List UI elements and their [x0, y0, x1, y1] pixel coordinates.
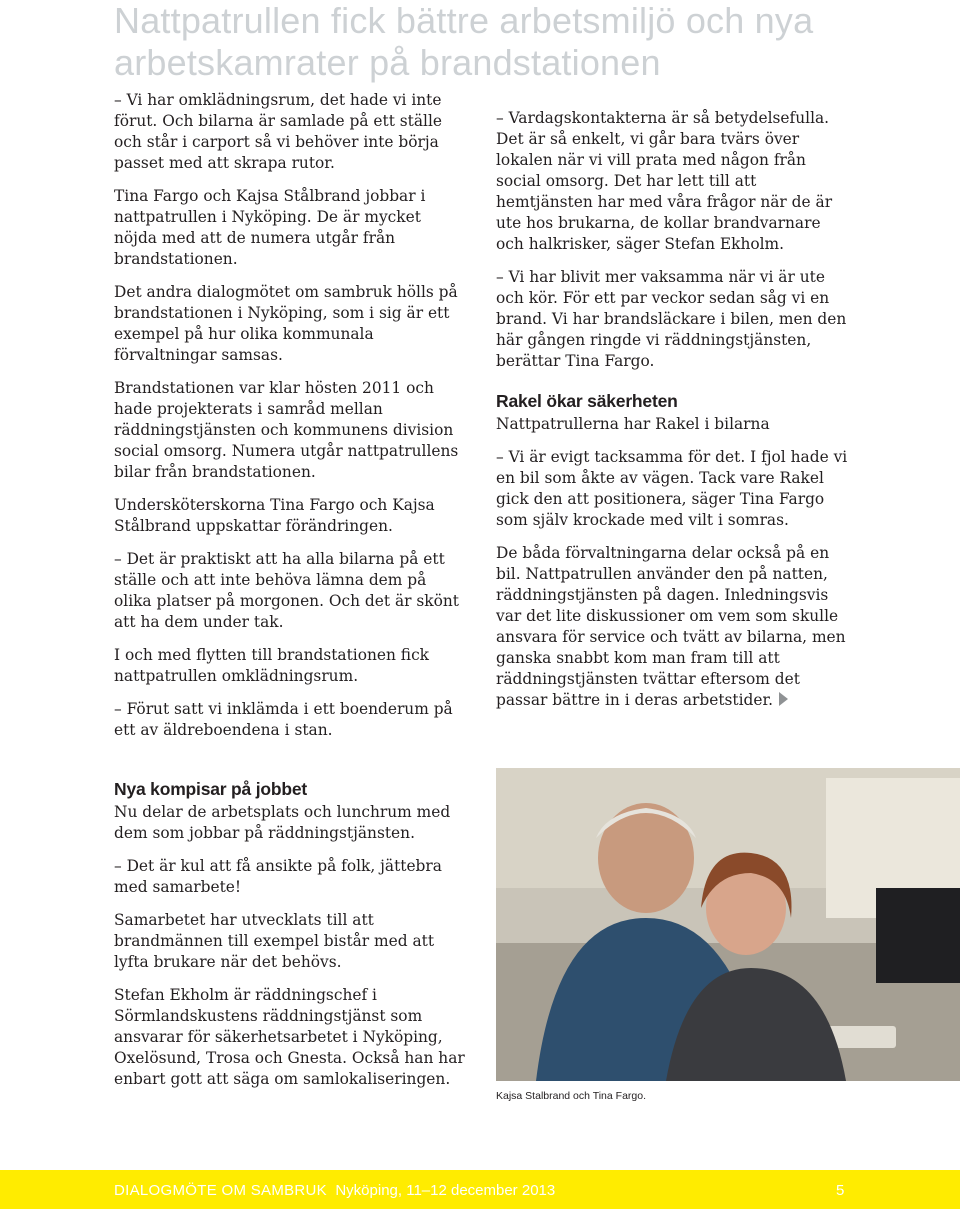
paragraph: Det andra dialogmötet om sambruk hölls på brandstationen i Nyköping, som i sig är ett exempel på hur olika kommunala förvaltningar samsas.	[114, 283, 458, 364]
paragraph: Brandstationen var klar hösten 2011 och hade projekterats i samråd mellan räddningstjänsten och kommunens division social omsorg. Numera utgår nattpatrullens bilar från brandstationen.	[114, 379, 459, 481]
page-number: 5	[836, 1182, 845, 1199]
column-left-top	[114, 90, 459, 753]
photo-two-women-at-computer	[496, 768, 960, 1081]
paragraph	[114, 186, 459, 270]
column-right-top	[496, 108, 848, 723]
footer-brand: DIALOGMÖTE OM SAMBRUK	[114, 1182, 327, 1199]
paragraph: I och med flytten till brandstationen fick nattpatrullen omklädningsrum.	[114, 646, 430, 685]
paragraph: – Vi har omklädningsrum, det hade vi inte förut. Och bilarna är samlade på ett ställe och står i carport så vi behöver inte börja passet med att skrapa rutor.	[114, 91, 442, 172]
paragraph: – Det är praktiskt att ha alla bilarna på ett ställe och att inte behöva lämna dem på olika platser på morgonen. Och det är skönt att ha dem under tak.	[114, 550, 459, 631]
paragraph: – Det är kul att få ansikte på folk, jättebra med samarbete!	[114, 857, 442, 896]
footer-label	[114, 1182, 555, 1199]
triangle-right-icon	[779, 692, 788, 706]
paragraph: – Vi är evigt tacksamma för det. I fjol hade vi en bil som åkte av vägen. Tack vare Rakel gick den att positionera, säger Tina Fargo som själv krockade med vilt i somras.	[496, 448, 848, 529]
paragraph: Undersköterskorna Tina Fargo och Kajsa Stålbrand uppskattar förändringen.	[114, 496, 435, 535]
paragraph: Samarbetet har utvecklats till att brandmännen till exempel bistår med att lyfta brukare när det behövs.	[114, 911, 435, 971]
photo-illustration	[496, 768, 960, 1081]
section-lead: Nattpatrullerna har Rakel i bilarna	[496, 415, 770, 433]
section-lead: Nu delar de arbetsplats och lunchrum med dem som jobbar på räddningstjänsten.	[114, 803, 451, 842]
section-heading-rakel: Rakel ökar säkerheten	[496, 391, 678, 411]
article-title: Nattpatrullen fick bättre arbetsmiljö och nya arbetskamrater på brandstationen	[114, 0, 814, 83]
column-left-bottom	[114, 778, 466, 1102]
paragraph-text: De båda förvaltningarna delar också på en bil. Nattpatrullen använder den på natten, räddningstjänsten på dagen. Inledningsvis var det lite diskussioner om vem som skulle ansvara för service och tvätt av bilarna, men ganska snabbt kom man fram till att räddningstjänsten tvättar eftersom det passar bättre in i deras arbetstider.	[496, 544, 846, 709]
paragraph-text: Tina Fargo och Kajsa Stålbrand jobbar i nattpatrullen i Nyköping. De är mycket nöjda med att de numera utgår från brandstationen.	[114, 187, 426, 268]
paragraph: – Vardagskontakterna är så betydelsefulla. Det är så enkelt, vi går bara tvärs över lokalen när vi vill prata med någon från social omsorg. Det har lett till att hemtjänsten har med våra frågor när de är ute hos brukarna, de kollar brandvarnare och halkrisker, säger Stefan Ekholm.	[496, 109, 833, 253]
paragraph: – Förut satt vi inklämda i ett boenderum på ett av äldreboendena i stan.	[114, 700, 453, 739]
footer-event: Nyköping, 11–12 december 2013	[335, 1182, 556, 1199]
paragraph: Stefan Ekholm är räddningschef i Sörmlandskustens räddningstjänst som ansvarar för säkerhetsarbetet i Nyköping, Oxelösund, Trosa och Gnesta. Också han har enbart gott att säga om samlokaliseringen.	[114, 986, 465, 1088]
section-heading-kompisar: Nya kompisar på jobbet	[114, 779, 308, 799]
photo-caption: Kajsa Stalbrand och Tina Fargo.	[496, 1090, 647, 1102]
paragraph: – Vi har blivit mer vaksamma när vi är ute och kör. För ett par veckor sedan såg vi en brand. Vi har brandsläckare i bilen, men den här gången ringde vi räddningstjänsten, berättar Tina Fargo.	[496, 268, 847, 370]
paragraph	[496, 543, 848, 711]
footer-bar	[0, 1170, 960, 1209]
